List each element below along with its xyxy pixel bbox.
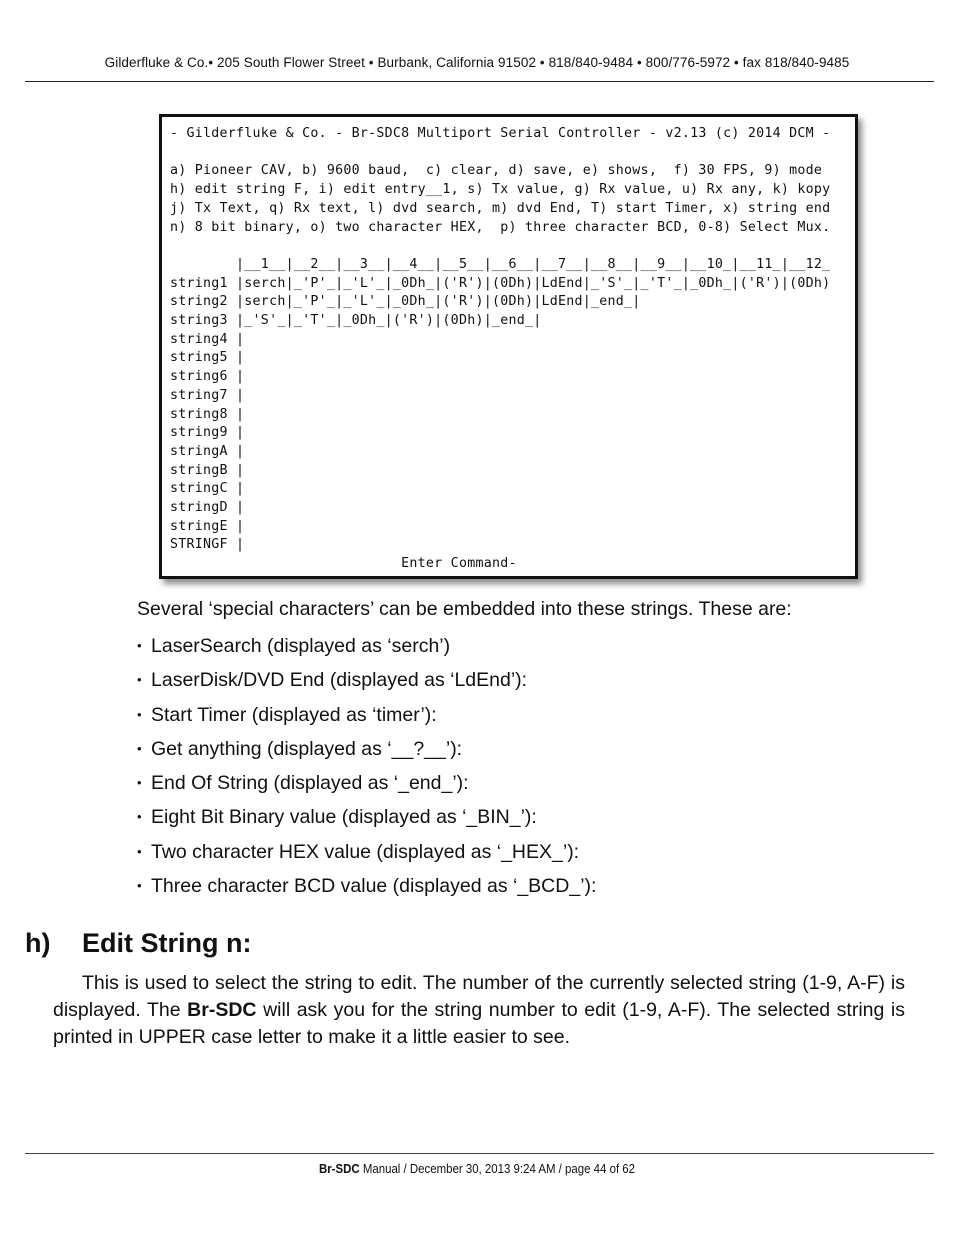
- terminal-line: string9 |: [170, 425, 245, 441]
- list-item: [137, 735, 596, 769]
- product-name-bold: Br-SDC: [187, 999, 257, 1021]
- terminal-line: Enter Command-: [170, 556, 517, 572]
- list-item-text: Two character HEX value (displayed as ‘_HEX_’):: [151, 840, 580, 863]
- list-item: [137, 769, 596, 803]
- bullet-icon: •: [137, 706, 142, 722]
- bullet-icon: •: [137, 740, 142, 756]
- bullet-icon: •: [137, 672, 142, 688]
- special-characters-intro: Several ‘special characters’ can be embedded into these strings. These are:: [137, 598, 792, 620]
- terminal-line: stringC |: [170, 481, 245, 497]
- list-item-text: LaserDisk/DVD End (displayed as ‘LdEnd’):: [151, 669, 528, 692]
- list-item: [137, 666, 596, 700]
- terminal-line: string6 |: [170, 369, 245, 385]
- terminal-line: string5 |: [170, 350, 245, 366]
- paragraph-text-1: This is used to select the string to edit. The number of the currently selected string (1-9, A-F) is displayed. The: [53, 972, 905, 1021]
- bullet-icon: •: [137, 843, 142, 859]
- bullet-icon: •: [137, 775, 142, 791]
- terminal-output: [170, 125, 830, 574]
- list-item-text: Eight Bit Binary value (displayed as ‘_BIN_’):: [151, 806, 537, 829]
- terminal-screenshot: [159, 114, 858, 579]
- list-item-text: LaserSearch (displayed as ‘serch’): [151, 635, 451, 657]
- list-item-text: End Of String (displayed as ‘_end_’):: [151, 772, 469, 795]
- terminal-line: stringE |: [170, 518, 245, 534]
- terminal-line: string2 |serch|_'P'_|_'L'_|_0Dh_|('R')|(0Dh)|LdEnd|_end_|: [170, 294, 641, 310]
- terminal-line: stringA |: [170, 443, 245, 459]
- list-item: [137, 803, 596, 837]
- terminal-line: STRINGF |: [170, 537, 245, 553]
- list-item: [137, 872, 596, 906]
- list-item: [137, 701, 596, 735]
- terminal-line: a) Pioneer CAV, b) 9600 baud, c) clear, d) save, e) shows, f) 30 FPS, 9) mode: [170, 163, 823, 179]
- terminal-line: string3 |_'S'_|_'T'_|_0Dh_|('R')|(0Dh)|_end_|: [170, 313, 542, 329]
- terminal-line: stringB |: [170, 462, 245, 478]
- list-item-text: Three character BCD value (displayed as ‘_BCD_’):: [151, 875, 597, 898]
- paragraph-text-2: will ask you for the string number to edit (1-9, A-F). The selected string is printed in UPPER case letter to make it a little easier to see.: [53, 999, 905, 1048]
- header-divider: [25, 81, 934, 82]
- terminal-line: string4 |: [170, 331, 245, 347]
- bullet-icon: •: [137, 638, 142, 653]
- footer-product: Br-SDC: [318, 1161, 360, 1176]
- section-letter: h): [25, 928, 51, 958]
- list-item-text: Get anything (displayed as ‘__?__’):: [151, 737, 463, 760]
- page-footer: [57, 1161, 897, 1176]
- bullet-icon: •: [137, 878, 142, 894]
- list-item: [137, 838, 596, 872]
- terminal-line: stringD |: [170, 500, 245, 516]
- section-heading: [25, 928, 251, 959]
- page-header-address: Gilderfluke & Co.• 205 South Flower Street • Burbank, California 91502 • 818/840-9484 • 800/776-5972 • fax 818/840-9485: [104, 55, 850, 70]
- footer-divider: [25, 1153, 934, 1154]
- terminal-line: h) edit string F, i) edit entry__1, s) Tx value, g) Rx value, u) Rx any, k) kopy: [170, 182, 831, 198]
- list-item-text: Start Timer (displayed as ‘timer’):: [151, 703, 437, 726]
- footer-details: Manual / December 30, 2013 9:24 AM / page 44 of 62: [359, 1161, 636, 1176]
- section-title: Edit String n:: [82, 928, 252, 958]
- terminal-line: - Gilderfluke & Co. - Br-SDC8 Multiport Serial Controller - v2.13 (c) 2014 DCM -: [170, 126, 831, 141]
- terminal-line: string8 |: [170, 406, 245, 422]
- terminal-line: string1 |serch|_'P'_|_'L'_|_0Dh_|('R')|(0Dh)|LdEnd|_'S'_|_'T'_|_0Dh_|('R')|(0Dh): [170, 275, 831, 291]
- terminal-line: j) Tx Text, q) Rx text, l) dvd search, m) dvd End, T) start Timer, x) string end: [170, 200, 831, 216]
- bullet-icon: •: [137, 809, 142, 825]
- section-paragraph: [53, 970, 905, 1051]
- list-item: [137, 632, 596, 666]
- terminal-line: n) 8 bit binary, o) two character HEX, p) three character BCD, 0-8) Select Mux.: [170, 219, 831, 235]
- terminal-line: string7 |: [170, 387, 245, 403]
- special-characters-list: [137, 632, 596, 906]
- terminal-line: |__1__|__2__|__3__|__4__|__5__|__6__|__7__|__8__|__9__|__10_|__11_|__12_: [170, 256, 831, 272]
